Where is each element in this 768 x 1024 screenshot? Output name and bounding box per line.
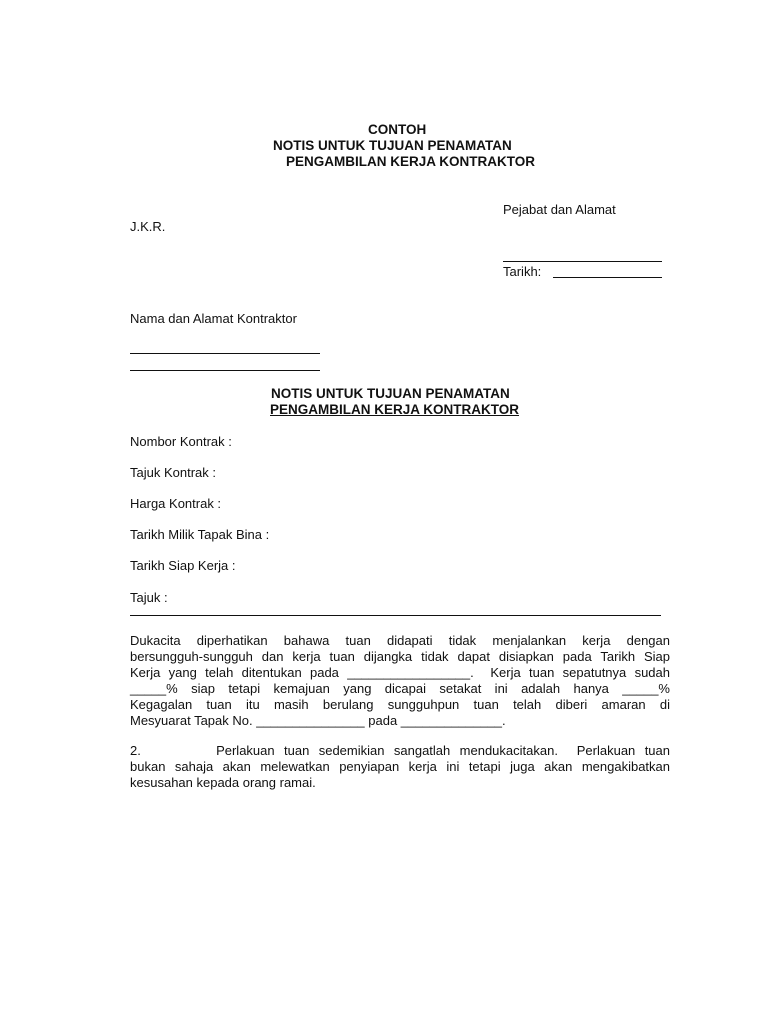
title-label: Tajuk : <box>130 590 168 605</box>
paragraph-2 <box>130 743 670 791</box>
department-name: J.K.R. <box>130 219 166 234</box>
contract-title-label: Tajuk Kontrak : <box>130 465 216 480</box>
header-title-line2: PENGAMBILAN KERJA KONTRAKTOR <box>286 154 536 169</box>
office-address-line <box>503 261 662 262</box>
subject-line2: PENGAMBILAN KERJA KONTRAKTOR <box>270 402 520 417</box>
paragraph-2-line: 2. Perlakuan tuan sedemikian sangatlah mendukacitakan. Perlakuan tuan <box>130 743 670 758</box>
contractor-address-line-2 <box>130 370 320 371</box>
contract-price-label: Harga Kontrak : <box>130 496 222 511</box>
contractor-address-label: Nama dan Alamat Kontraktor <box>130 311 297 326</box>
paragraph-1 <box>130 633 670 729</box>
paragraph-1-line: Mesyuarat Tapak No. _______________ pada ______________. <box>130 713 506 728</box>
office-address-label: Pejabat dan Alamat <box>503 202 616 217</box>
date-line <box>553 277 662 278</box>
subject-line1: NOTIS UNTUK TUJUAN PENAMATAN <box>271 386 510 401</box>
header-title-line1: NOTIS UNTUK TUJUAN PENAMATAN <box>273 138 512 153</box>
contract-number-label: Nombor Kontrak : <box>130 434 232 449</box>
title-line <box>130 615 661 616</box>
header-label: CONTOH <box>368 122 427 137</box>
site-possession-date-label: Tarikh Milik Tapak Bina : <box>130 527 270 542</box>
paragraph-2-line: bukan sahaja akan melewatkan penyiapan kerja ini tetapi juga akan mengakibatkan <box>130 759 670 774</box>
paragraph-1-line: _____% siap tetapi kemajuan yang dicapai setakat ini adalah hanya _____% <box>130 681 670 696</box>
paragraph-1-line: Kerja yang telah ditentukan pada _________________. Kerja tuan sepatutnya sudah <box>130 665 670 680</box>
paragraph-2-line: kesusahan kepada orang ramai. <box>130 775 316 790</box>
paragraph-1-line: Dukacita diperhatikan bahawa tuan didapati tidak menjalankan kerja dengan <box>130 633 670 648</box>
date-label: Tarikh: <box>503 264 542 279</box>
paragraph-1-line: bersungguh-sungguh dan kerja tuan dijangka tidak dapat disiapkan pada Tarikh Siap <box>130 649 670 664</box>
contractor-address-line-1 <box>130 353 320 354</box>
completion-date-label: Tarikh Siap Kerja : <box>130 558 236 573</box>
paragraph-1-line: Kegagalan tuan itu masih berulang sungguhpun tuan telah diberi amaran di <box>130 697 670 712</box>
